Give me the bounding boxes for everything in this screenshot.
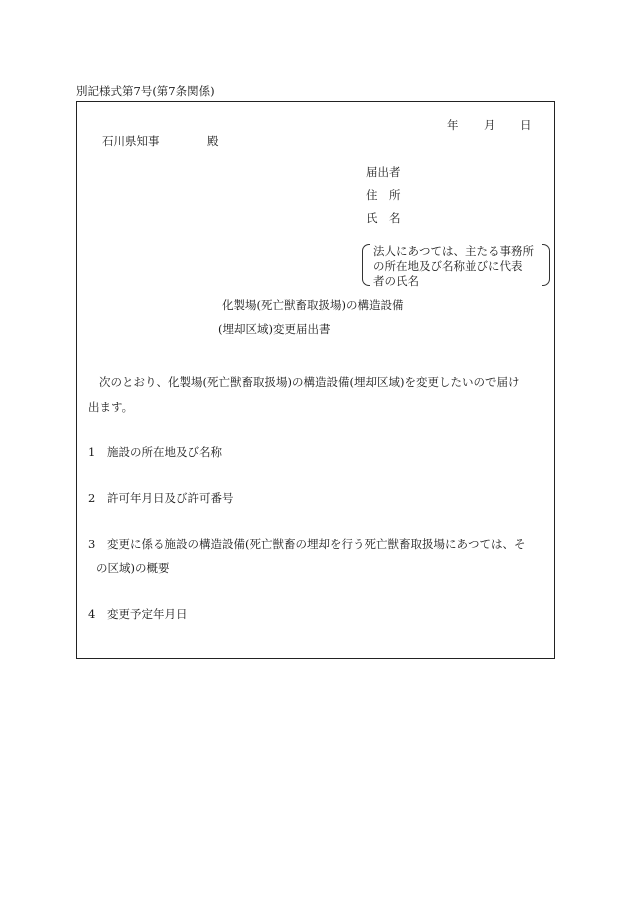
- item-number: 1: [88, 445, 96, 459]
- note-line: 法人にあつては、主たる事務所: [373, 244, 534, 258]
- addressee-honorific: 殿: [207, 134, 219, 148]
- right-bracket: [542, 244, 550, 286]
- item-text-continuation: の区域)の概要: [96, 561, 170, 575]
- addressee-name: 石川県知事: [102, 134, 160, 148]
- item-number: 3: [88, 537, 96, 551]
- date-year: 年: [447, 118, 459, 132]
- item-text: 許可年月日及び許可番号: [107, 491, 234, 505]
- item-text: 変更予定年月日: [107, 607, 188, 621]
- document-title: 化製場(死亡獣畜取扱場)の構造設備: [222, 298, 404, 312]
- address-label: 住 所: [366, 188, 401, 202]
- notifier-label: 届出者: [366, 165, 401, 179]
- body-text: 次のとおり、化製場(死亡獣畜取扱場)の構造設備(埋却区域)を変更したいので届け: [99, 375, 520, 389]
- item-number: 4: [88, 607, 96, 621]
- date-month: 月: [484, 118, 496, 132]
- date-day: 日: [520, 118, 532, 132]
- form-label: 別記様式第7号(第7条関係): [76, 84, 215, 98]
- left-bracket: [362, 244, 370, 286]
- item-text: 変更に係る施設の構造設備(死亡獣畜の埋却を行う死亡獣畜取扱場にあつては、そ: [107, 537, 526, 551]
- note-line: 者の氏名: [373, 274, 419, 288]
- item-number: 2: [88, 491, 96, 505]
- body-text: 出ます。: [88, 400, 134, 414]
- document-title: (埋却区域)変更届出書: [218, 322, 331, 336]
- name-label: 氏 名: [366, 211, 401, 225]
- note-line: の所在地及び名称並びに代表: [373, 259, 523, 273]
- item-text: 施設の所在地及び名称: [107, 445, 222, 459]
